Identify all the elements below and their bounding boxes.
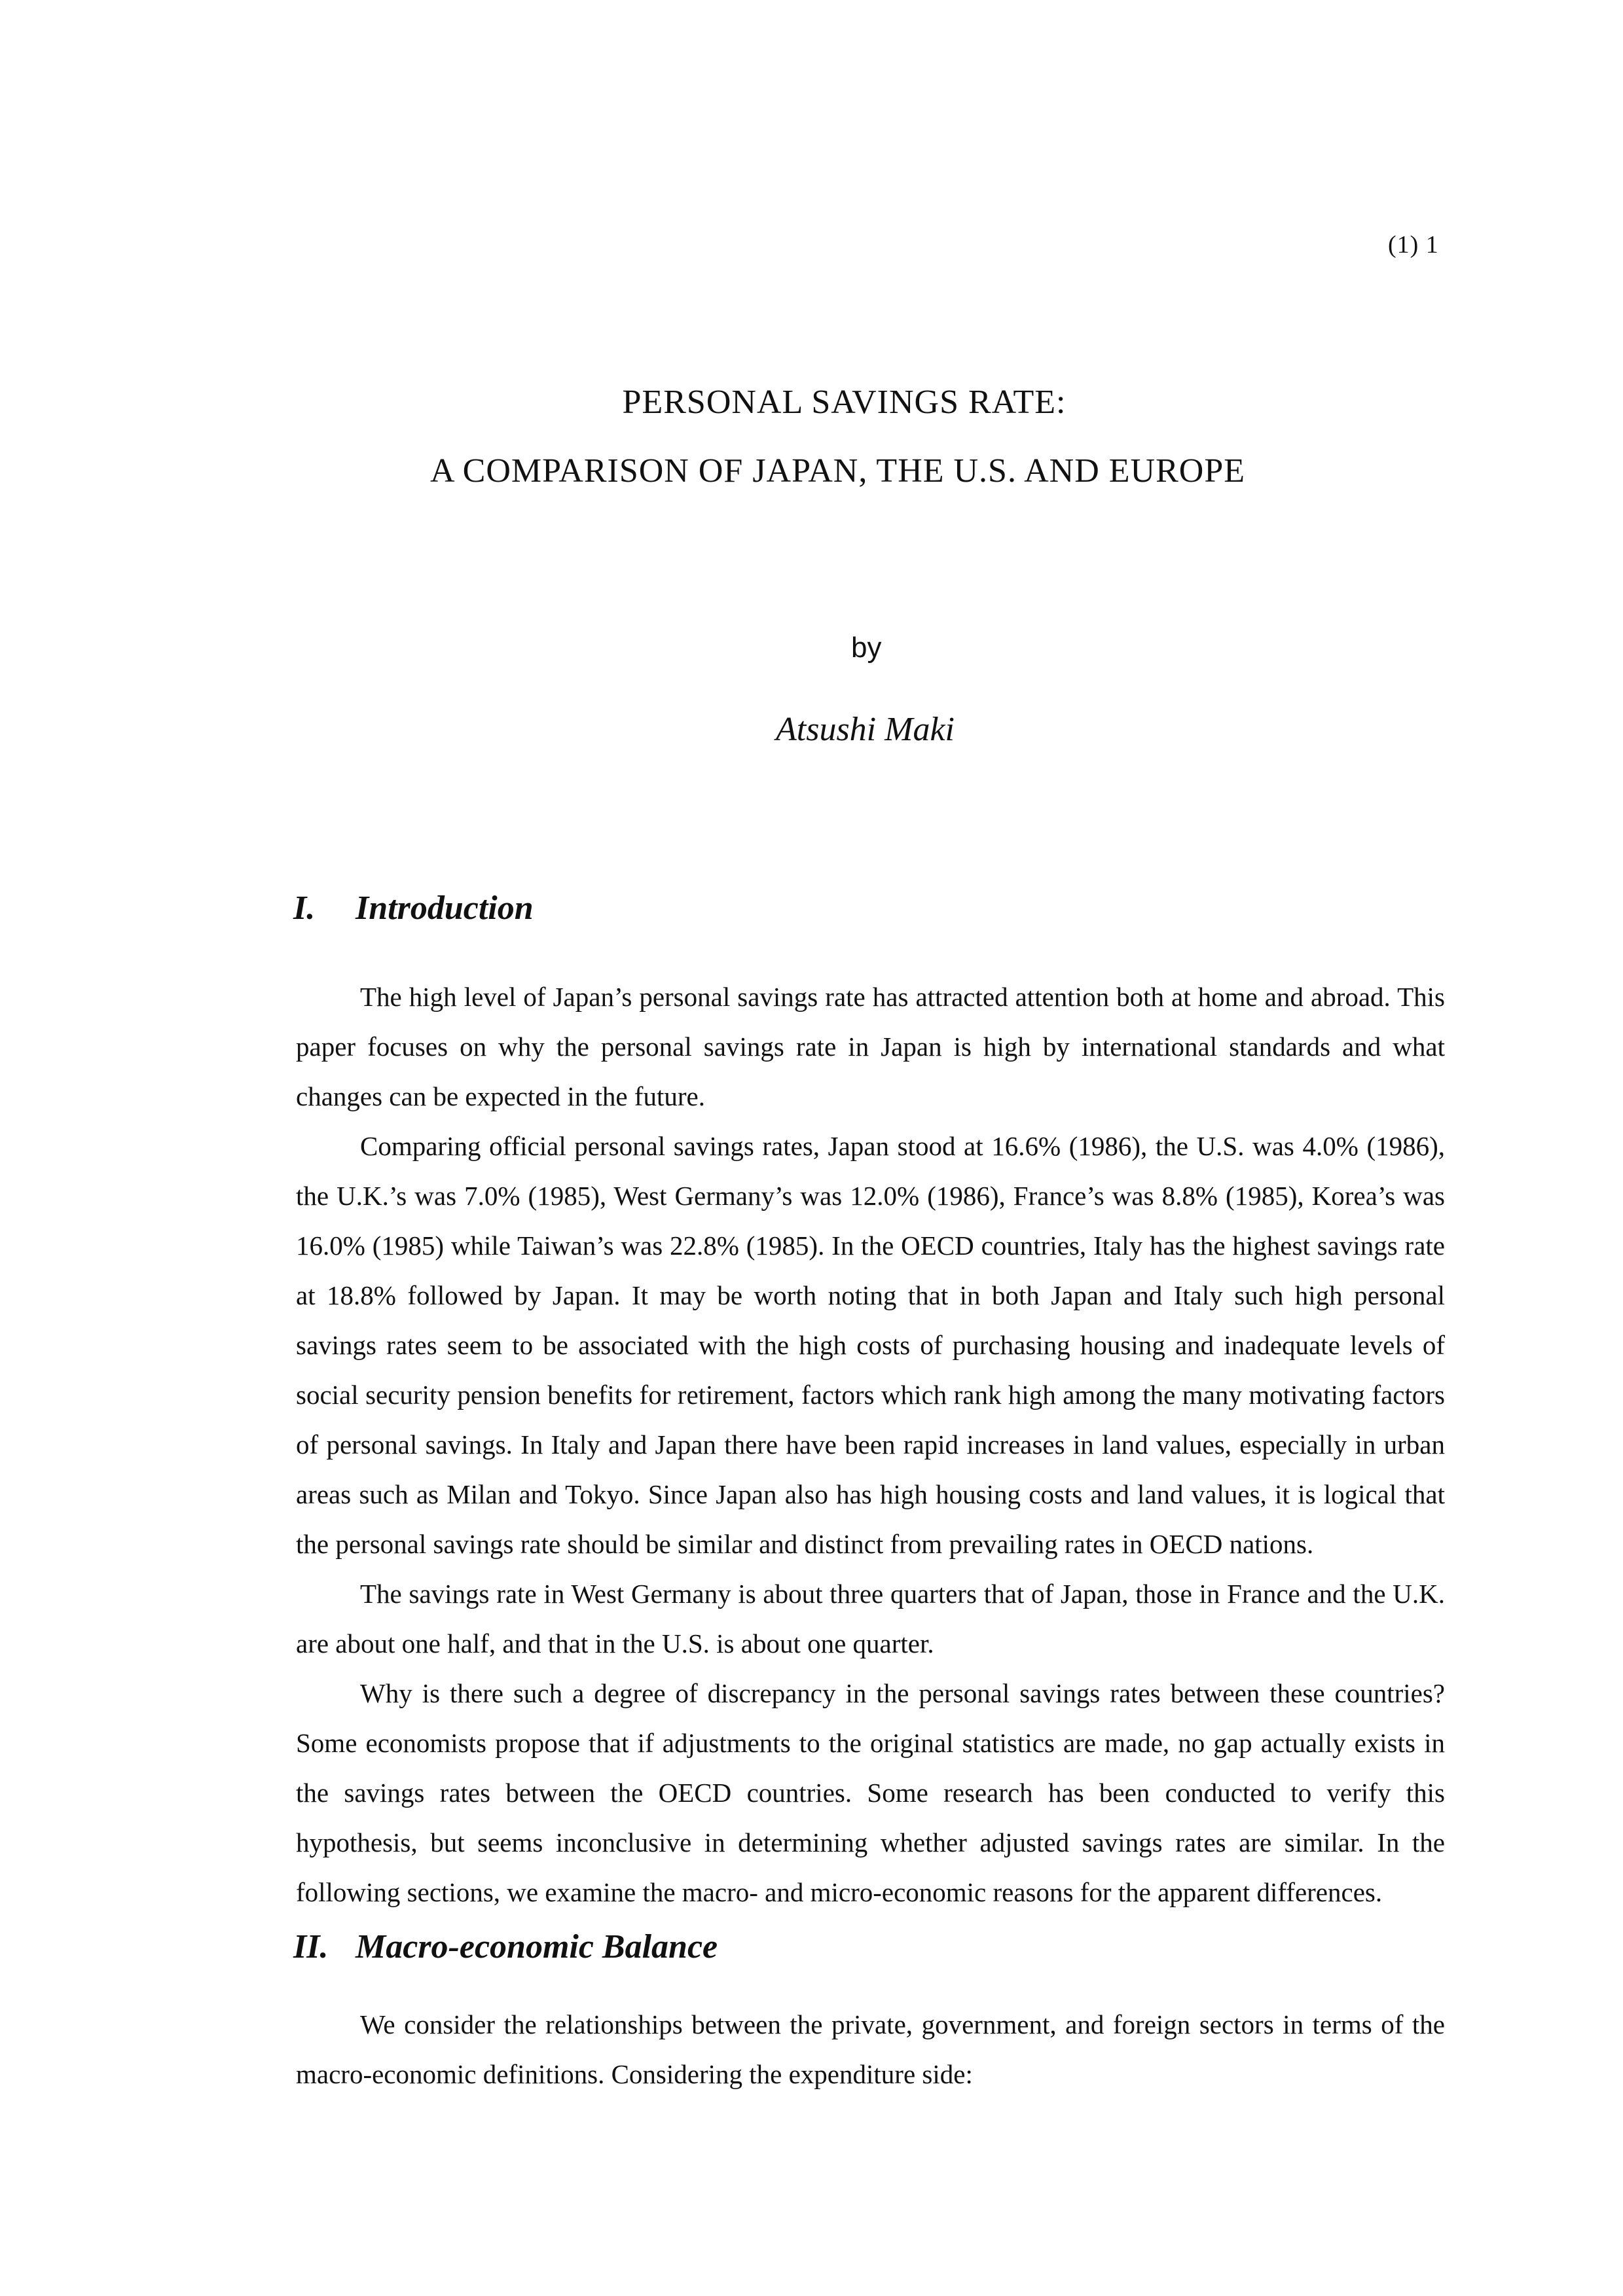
section-heading-macro-economic-balance — [293, 1928, 718, 1966]
paper-title-line-1: PERSONAL SAVINGS RATE: — [622, 384, 1067, 421]
paragraph: The high level of Japan’s personal savings rate has attracted attention both at home and abroad. This paper focuses on why the personal savings rate in Japan is high by international standards and what changes can be expected in the future. — [296, 982, 1445, 1111]
introduction-body — [296, 972, 1445, 1917]
section-title: Introduction — [356, 889, 534, 927]
byline-by: by — [851, 632, 882, 664]
paragraph: Comparing official personal savings rates, Japan stood at 16.6% (1986), the U.S. was 4.0% (1986), the U.K.’s was 7.0% (1985), West Germany’s was 12.0% (1986), France’s was 8.8% (1985), Korea’s was 16.0% (1985) while Taiwan’s was 22.8% (1985). In the OECD countries, Italy has the highest savings rate at 18.8% followed by Japan. It may be worth noting that in both Japan and Italy such high personal savings rates seem to be associated with the high costs of purchasing housing and inadequate levels of social security pension benefits for retirement, factors which rank high among the many motivating factors of personal savings. In Italy and Japan there have been rapid increases in land values, especially in urban areas such as Milan and Tokyo. Since Japan also has high housing costs and land values, it is logical that the personal savings rate should be similar and distinct from prevailing rates in OECD nations. — [296, 1131, 1445, 1559]
section-number: I. — [293, 889, 316, 927]
macro-economic-body — [296, 2000, 1445, 2099]
paragraph: The savings rate in West Germany is about three quarters that of Japan, those in France and the U.K. are about one half, and that in the U.S. is about one quarter. — [296, 1579, 1445, 1659]
section-title: Macro-economic Balance — [356, 1928, 718, 1965]
author-name: Atsushi Maki — [776, 711, 955, 748]
paragraph: We consider the relationships between the private, government, and foreign sectors in terms of the macro-economic definitions. Considering the expenditure side: — [296, 2009, 1445, 2089]
paper-title-line-2: A COMPARISON OF JAPAN, THE U.S. AND EUROPE — [429, 452, 1246, 490]
section-number: II. — [293, 1928, 329, 1965]
paragraph: Why is there such a degree of discrepancy in the personal savings rates between these countries? Some economists propose that if adjustments to the original statistics are made, no gap actually exists in the savings rates between the OECD countries. Some research has been conducted to verify this hypothesis, but seems inconclusive in determining whether adjusted savings rates are similar. In the following sections, we examine the macro- and micro-economic reasons for the apparent differences. — [296, 1678, 1445, 1907]
page-number: (1) 1 — [1388, 231, 1439, 259]
section-heading-introduction — [293, 889, 534, 927]
